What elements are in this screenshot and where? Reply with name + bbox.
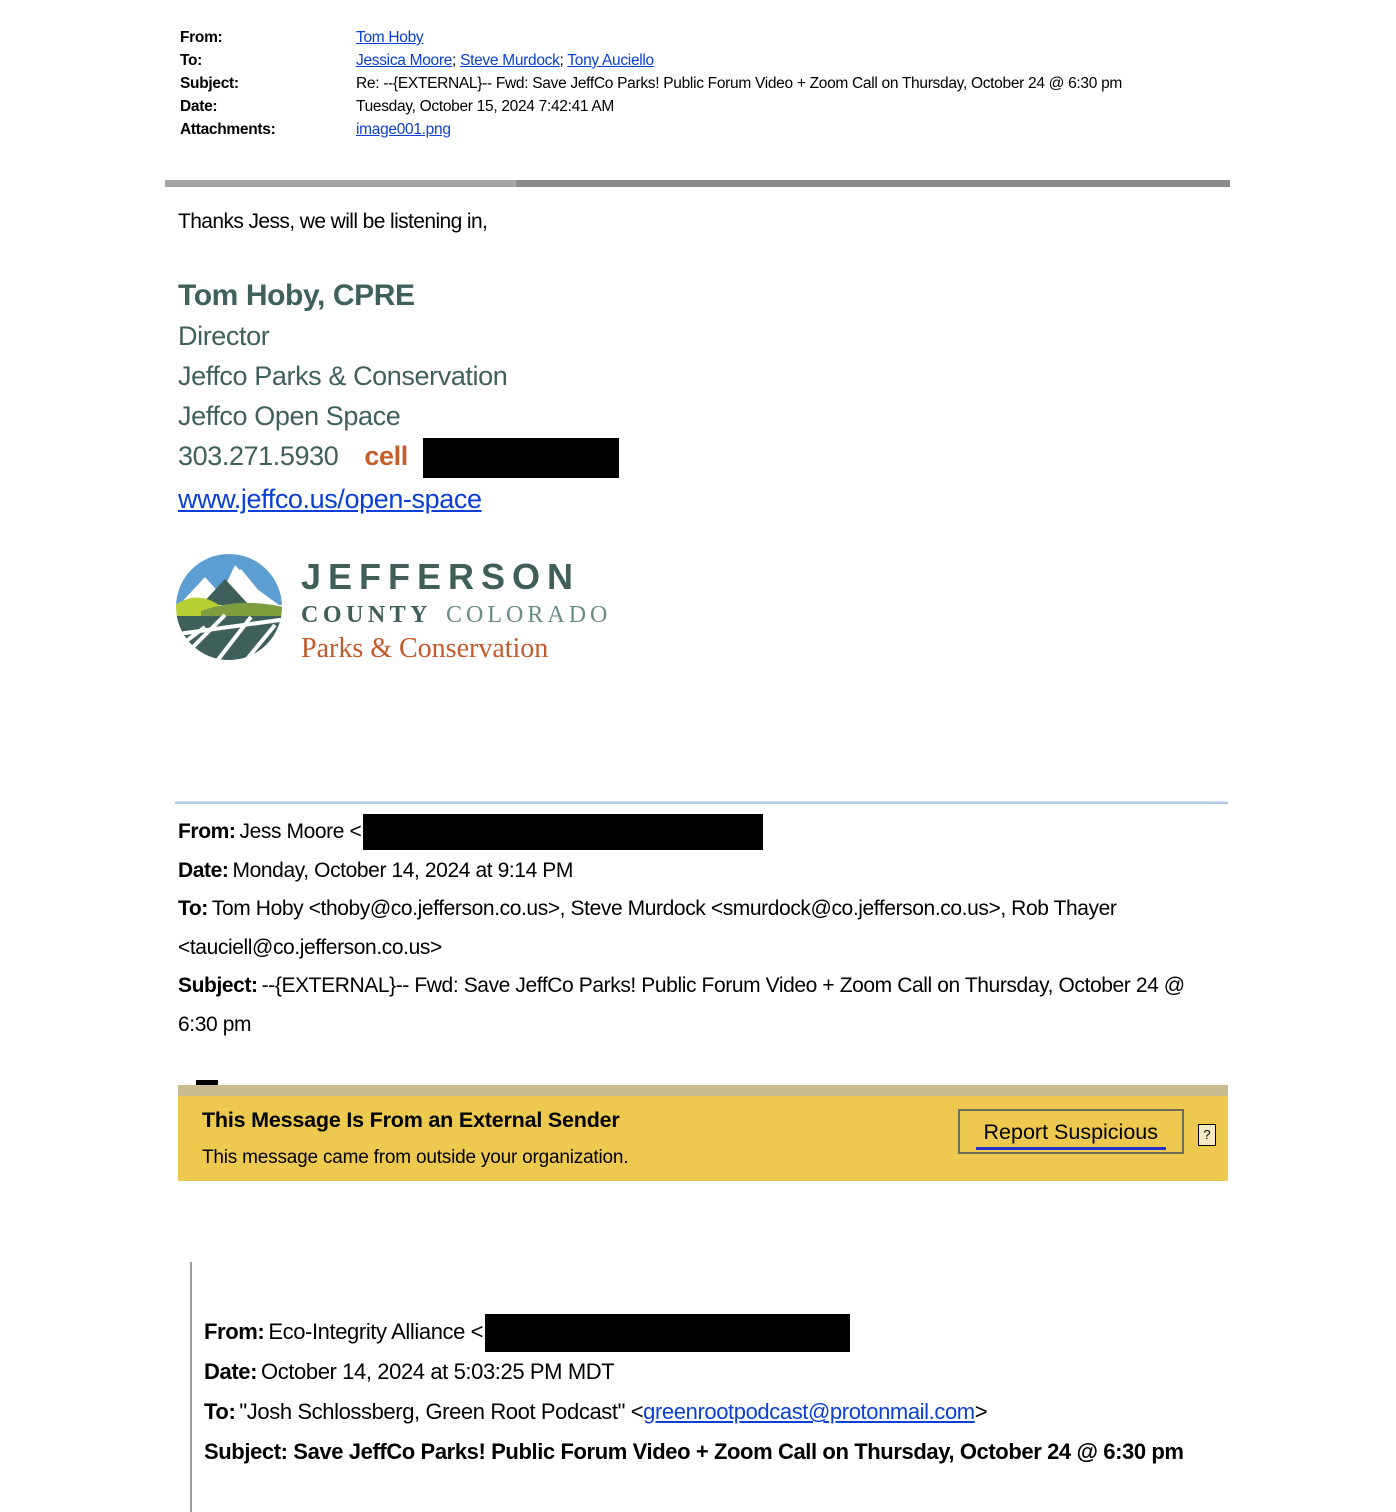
q1-subject-line [178,967,1224,1044]
signature-org2: Jeffco Open Space [178,401,401,431]
podcast-email-link[interactable]: greenrootpodcast@protonmail.com [643,1399,975,1425]
external-sender-banner [178,1085,1228,1181]
signature-name: Tom Hoby, CPRE [178,279,415,312]
q2-date-value: October 14, 2024 at 5:03:25 PM MDT [261,1359,615,1385]
banner-subtitle: This message came from outside your organization. [202,1147,629,1168]
message-greeting: Thanks Jess, we will be listening in, [178,210,488,233]
header-row-to [180,49,1236,72]
subject-label: Subject: [180,75,239,92]
q1-subject-value: --{EXTERNAL}-- Fwd: Save JeffCo Parks! Public Forum Video + Zoom Call on Thursday, October 24 @ 6:30 pm [178,974,1185,1036]
q1-date-value: Monday, October 14, 2024 at 9:14 PM [232,858,574,882]
jefferson-county-logo [175,553,611,667]
header-divider [165,180,1230,187]
q1-date-line [178,852,1224,891]
q2-to-label: To: [204,1399,236,1425]
header-row-from [180,26,1236,49]
from-label: From: [180,29,223,46]
redaction-box [485,1314,850,1352]
q2-from-label: From: [204,1319,265,1344]
q2-to-line [204,1392,1228,1432]
attachments-label: Attachments: [180,121,276,138]
date-value: Tuesday, October 15, 2024 7:42:41 AM [356,98,615,115]
q1-to-value: Tom Hoby <thoby@co.jefferson.co.us>, Steve Murdock <smurdock@co.jefferson.co.us>, Rob Thayer <tauciell@co.jefferson.co.us> [178,897,1117,959]
quoted-header-1 [178,813,1224,1044]
cell-label: cell [364,441,408,471]
email-header [180,26,1236,141]
q1-subject-label: Subject: [178,974,258,997]
q2-from-value: Eco-Integrity Alliance < [268,1319,484,1344]
logo-parks-conservation: Parks & Conservation [301,633,549,664]
q2-date-line [204,1352,1228,1392]
report-suspicious-label: Report Suspicious [976,1120,1166,1150]
redaction-box [363,814,763,850]
report-suspicious-button[interactable] [958,1109,1184,1154]
quoted-message-divider [175,801,1228,804]
help-icon[interactable]: ? [1198,1124,1216,1146]
signature-block [178,276,619,520]
signature-website-link[interactable]: www.jeffco.us/open-space [178,483,482,514]
q2-date-label: Date: [204,1359,258,1385]
recipient-link[interactable]: Steve Murdock [460,52,560,69]
q2-subject-line: Subject: Save JeffCo Parks! Public Forum Video + Zoom Call on Thursday, October 24 @ 6:30 pm [204,1439,1184,1465]
banner-title: This Message Is From an External Sender [202,1108,620,1132]
q1-date-label: Date: [178,858,229,882]
recipient-separator: ; [452,52,457,69]
logo-emblem-icon [175,553,283,661]
subject-value: Re: --{EXTERNAL}-- Fwd: Save JeffCo Parks! Public Forum Video + Zoom Call on Thursday, October 24 @ 6:30 pm [356,75,1122,92]
date-label: Date: [180,98,218,115]
logo-county: COUNTY [301,602,433,628]
recipient-separator: ; [559,52,564,69]
quoted-header-2 [190,1262,1228,1512]
q1-from-line [178,813,1224,852]
header-row-subject [180,72,1236,95]
header-row-attachments [180,118,1236,141]
recipient-link[interactable]: Jessica Moore [356,52,453,69]
header-row-date [180,95,1236,118]
q1-from-value: Jess Moore < [239,820,362,843]
signature-title: Director [178,321,270,351]
q2-to-prefix: "Josh Schlossberg, Green Root Podcast" < [239,1399,644,1425]
q1-to-label: To: [178,897,208,920]
q2-from-line [204,1312,1228,1352]
logo-jefferson: JEFFERSON [301,556,581,597]
signature-phone-line [178,436,619,478]
signature-org: Jeffco Parks & Conservation [178,361,508,391]
q2-to-suffix: > [974,1399,988,1425]
banner-top-strip [178,1085,1228,1096]
redaction-box [423,438,619,478]
signature-phone: 303.271.5930 [178,441,339,471]
q1-from-label: From: [178,820,236,843]
logo-text [301,553,611,667]
attachment-link[interactable]: image001.png [356,121,451,138]
recipient-link[interactable]: Tony Auciello [567,52,654,69]
to-label: To: [180,52,203,69]
sender-link[interactable]: Tom Hoby [356,29,424,46]
q1-to-line [178,890,1224,967]
logo-colorado: COLORADO [446,602,612,628]
